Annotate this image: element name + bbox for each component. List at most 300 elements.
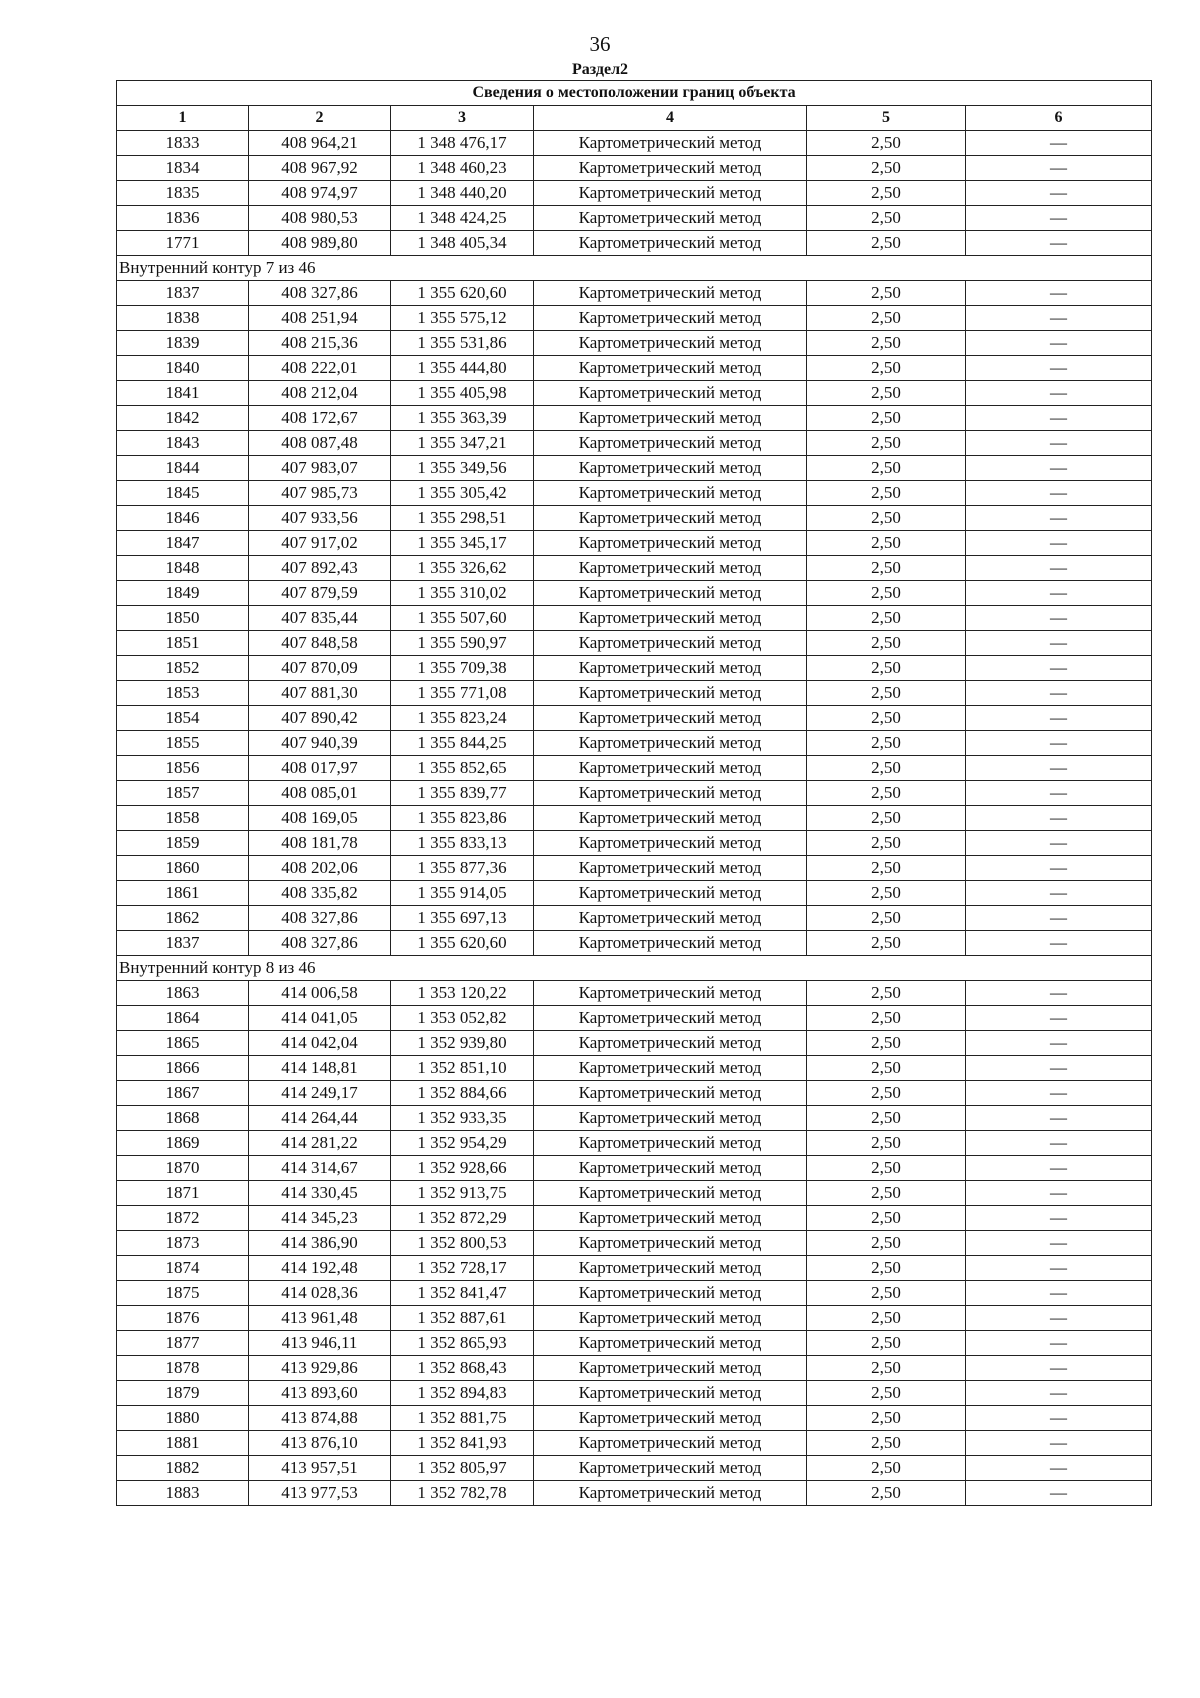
- accuracy-cell: 2,50: [807, 481, 966, 506]
- method-cell: Картометрический метод: [534, 456, 807, 481]
- accuracy-cell: 2,50: [807, 931, 966, 956]
- point-number-cell: 1873: [117, 1231, 249, 1256]
- coordinate-y-cell: 1 355 347,21: [391, 431, 534, 456]
- accuracy-cell: 2,50: [807, 1456, 966, 1481]
- method-cell: Картометрический метод: [534, 1256, 807, 1281]
- note-cell: —: [966, 1331, 1152, 1356]
- note-cell: —: [966, 1431, 1152, 1456]
- point-number-cell: 1771: [117, 231, 249, 256]
- point-number-cell: 1879: [117, 1381, 249, 1406]
- point-number-cell: 1877: [117, 1331, 249, 1356]
- method-cell: Картометрический метод: [534, 1131, 807, 1156]
- coordinate-x-cell: 408 172,67: [249, 406, 391, 431]
- coordinate-y-cell: 1 352 841,47: [391, 1281, 534, 1306]
- accuracy-cell: 2,50: [807, 356, 966, 381]
- accuracy-cell: 2,50: [807, 281, 966, 306]
- table-row: [117, 1031, 1152, 1056]
- note-cell: —: [966, 806, 1152, 831]
- method-cell: Картометрический метод: [534, 681, 807, 706]
- coordinate-x-cell: 408 251,94: [249, 306, 391, 331]
- coordinate-y-cell: 1 352 841,93: [391, 1431, 534, 1456]
- coordinate-y-cell: 1 352 894,83: [391, 1381, 534, 1406]
- coordinate-x-cell: 407 879,59: [249, 581, 391, 606]
- note-cell: —: [966, 556, 1152, 581]
- coordinate-y-cell: 1 352 933,35: [391, 1106, 534, 1131]
- coordinate-y-cell: 1 355 620,60: [391, 931, 534, 956]
- coordinate-x-cell: 407 892,43: [249, 556, 391, 581]
- note-cell: —: [966, 1381, 1152, 1406]
- table-row: [117, 781, 1152, 806]
- accuracy-cell: 2,50: [807, 1356, 966, 1381]
- coordinate-y-cell: 1 355 914,05: [391, 881, 534, 906]
- method-cell: Картометрический метод: [534, 1206, 807, 1231]
- method-cell: Картометрический метод: [534, 231, 807, 256]
- point-number-cell: 1851: [117, 631, 249, 656]
- note-cell: —: [966, 1156, 1152, 1181]
- method-cell: Картометрический метод: [534, 506, 807, 531]
- coordinate-x-cell: 408 215,36: [249, 331, 391, 356]
- method-cell: Картометрический метод: [534, 131, 807, 156]
- coordinate-x-cell: 408 327,86: [249, 281, 391, 306]
- table-row: [117, 506, 1152, 531]
- contour-label: Внутренний контур 8 из 46: [117, 956, 1152, 981]
- note-cell: —: [966, 381, 1152, 406]
- method-cell: Картометрический метод: [534, 156, 807, 181]
- accuracy-cell: 2,50: [807, 156, 966, 181]
- table-row: [117, 1331, 1152, 1356]
- point-number-cell: 1872: [117, 1206, 249, 1231]
- method-cell: Картометрический метод: [534, 1406, 807, 1431]
- contour-label: Внутренний контур 7 из 46: [117, 256, 1152, 281]
- table-row: [117, 1206, 1152, 1231]
- coordinate-y-cell: 1 348 460,23: [391, 156, 534, 181]
- point-number-cell: 1866: [117, 1056, 249, 1081]
- point-number-cell: 1844: [117, 456, 249, 481]
- method-cell: Картометрический метод: [534, 756, 807, 781]
- point-number-cell: 1841: [117, 381, 249, 406]
- accuracy-cell: 2,50: [807, 981, 966, 1006]
- table-row: [117, 906, 1152, 931]
- table-row: [117, 931, 1152, 956]
- method-cell: Картометрический метод: [534, 806, 807, 831]
- accuracy-cell: 2,50: [807, 1106, 966, 1131]
- accuracy-cell: 2,50: [807, 681, 966, 706]
- note-cell: —: [966, 981, 1152, 1006]
- table-row: [117, 1131, 1152, 1156]
- coordinate-x-cell: 407 917,02: [249, 531, 391, 556]
- coordinate-x-cell: 407 985,73: [249, 481, 391, 506]
- coordinate-y-cell: 1 355 823,86: [391, 806, 534, 831]
- coordinate-y-cell: 1 355 298,51: [391, 506, 534, 531]
- table-row: [117, 1281, 1152, 1306]
- note-cell: —: [966, 331, 1152, 356]
- coordinate-x-cell: 407 848,58: [249, 631, 391, 656]
- method-cell: Картометрический метод: [534, 356, 807, 381]
- accuracy-cell: 2,50: [807, 131, 966, 156]
- point-number-cell: 1854: [117, 706, 249, 731]
- method-cell: Картометрический метод: [534, 1431, 807, 1456]
- table-row: [117, 1006, 1152, 1031]
- point-number-cell: 1833: [117, 131, 249, 156]
- coordinate-x-cell: 408 202,06: [249, 856, 391, 881]
- point-number-cell: 1856: [117, 756, 249, 781]
- accuracy-cell: 2,50: [807, 606, 966, 631]
- column-number-header: 2: [249, 106, 391, 131]
- method-cell: Картометрический метод: [534, 631, 807, 656]
- coordinate-y-cell: 1 355 444,80: [391, 356, 534, 381]
- point-number-cell: 1875: [117, 1281, 249, 1306]
- point-number-cell: 1861: [117, 881, 249, 906]
- method-cell: Картометрический метод: [534, 406, 807, 431]
- note-cell: —: [966, 1106, 1152, 1131]
- method-cell: Картометрический метод: [534, 1231, 807, 1256]
- coordinate-y-cell: 1 355 590,97: [391, 631, 534, 656]
- method-cell: Картометрический метод: [534, 1156, 807, 1181]
- coordinate-y-cell: 1 355 575,12: [391, 306, 534, 331]
- coordinate-y-cell: 1 348 440,20: [391, 181, 534, 206]
- coordinate-y-cell: 1 355 833,13: [391, 831, 534, 856]
- method-cell: Картометрический метод: [534, 1481, 807, 1506]
- contour-heading-row: [117, 256, 1152, 281]
- point-number-cell: 1859: [117, 831, 249, 856]
- accuracy-cell: 2,50: [807, 1306, 966, 1331]
- coordinate-y-cell: 1 355 844,25: [391, 731, 534, 756]
- coordinate-y-cell: 1 348 476,17: [391, 131, 534, 156]
- table-row: [117, 131, 1152, 156]
- point-number-cell: 1871: [117, 1181, 249, 1206]
- coordinate-x-cell: 413 874,88: [249, 1406, 391, 1431]
- point-number-cell: 1862: [117, 906, 249, 931]
- accuracy-cell: 2,50: [807, 1206, 966, 1231]
- note-cell: —: [966, 756, 1152, 781]
- table-row: [117, 731, 1152, 756]
- coordinate-x-cell: 407 870,09: [249, 656, 391, 681]
- coordinate-x-cell: 408 980,53: [249, 206, 391, 231]
- accuracy-cell: 2,50: [807, 1156, 966, 1181]
- note-cell: —: [966, 1481, 1152, 1506]
- coordinate-x-cell: 408 974,97: [249, 181, 391, 206]
- table-row: [117, 1481, 1152, 1506]
- coordinate-x-cell: 407 881,30: [249, 681, 391, 706]
- point-number-cell: 1867: [117, 1081, 249, 1106]
- method-cell: Картометрический метод: [534, 781, 807, 806]
- accuracy-cell: 2,50: [807, 1081, 966, 1106]
- coordinate-x-cell: 408 169,05: [249, 806, 391, 831]
- point-number-cell: 1838: [117, 306, 249, 331]
- coordinate-y-cell: 1 355 405,98: [391, 381, 534, 406]
- table-row: [117, 331, 1152, 356]
- point-number-cell: 1878: [117, 1356, 249, 1381]
- accuracy-cell: 2,50: [807, 1481, 966, 1506]
- accuracy-cell: 2,50: [807, 1031, 966, 1056]
- coordinate-y-cell: 1 355 305,42: [391, 481, 534, 506]
- table-row: [117, 856, 1152, 881]
- accuracy-cell: 2,50: [807, 381, 966, 406]
- table-row: [117, 1456, 1152, 1481]
- table-row: [117, 881, 1152, 906]
- table-row: [117, 206, 1152, 231]
- coordinate-y-cell: 1 348 424,25: [391, 206, 534, 231]
- column-number-header: 6: [966, 106, 1152, 131]
- coordinate-x-cell: 407 983,07: [249, 456, 391, 481]
- coordinate-y-cell: 1 353 120,22: [391, 981, 534, 1006]
- method-cell: Картометрический метод: [534, 556, 807, 581]
- coordinate-y-cell: 1 355 709,38: [391, 656, 534, 681]
- table-row: [117, 681, 1152, 706]
- accuracy-cell: 2,50: [807, 631, 966, 656]
- point-number-cell: 1876: [117, 1306, 249, 1331]
- note-cell: —: [966, 306, 1152, 331]
- accuracy-cell: 2,50: [807, 881, 966, 906]
- coordinate-y-cell: 1 352 928,66: [391, 1156, 534, 1181]
- accuracy-cell: 2,50: [807, 1281, 966, 1306]
- table-row: [117, 606, 1152, 631]
- coordinate-y-cell: 1 355 507,60: [391, 606, 534, 631]
- coordinate-x-cell: 414 249,17: [249, 1081, 391, 1106]
- coordinate-y-cell: 1 352 805,97: [391, 1456, 534, 1481]
- table-row: [117, 156, 1152, 181]
- point-number-cell: 1849: [117, 581, 249, 606]
- coordinate-y-cell: 1 352 865,93: [391, 1331, 534, 1356]
- note-cell: —: [966, 906, 1152, 931]
- coordinate-x-cell: 414 042,04: [249, 1031, 391, 1056]
- point-number-cell: 1840: [117, 356, 249, 381]
- coordinate-y-cell: 1 353 052,82: [391, 1006, 534, 1031]
- coordinate-y-cell: 1 355 620,60: [391, 281, 534, 306]
- method-cell: Картометрический метод: [534, 1331, 807, 1356]
- note-cell: —: [966, 606, 1152, 631]
- note-cell: —: [966, 206, 1152, 231]
- accuracy-cell: 2,50: [807, 181, 966, 206]
- point-number-cell: 1865: [117, 1031, 249, 1056]
- note-cell: —: [966, 731, 1152, 756]
- coordinate-x-cell: 414 281,22: [249, 1131, 391, 1156]
- note-cell: —: [966, 581, 1152, 606]
- table-row: [117, 181, 1152, 206]
- accuracy-cell: 2,50: [807, 531, 966, 556]
- coordinate-x-cell: 414 264,44: [249, 1106, 391, 1131]
- accuracy-cell: 2,50: [807, 1406, 966, 1431]
- note-cell: —: [966, 1456, 1152, 1481]
- point-number-cell: 1870: [117, 1156, 249, 1181]
- coordinate-x-cell: 414 345,23: [249, 1206, 391, 1231]
- table-row: [117, 381, 1152, 406]
- accuracy-cell: 2,50: [807, 856, 966, 881]
- coordinate-x-cell: 414 192,48: [249, 1256, 391, 1281]
- table-row: [117, 231, 1152, 256]
- coordinate-x-cell: 414 386,90: [249, 1231, 391, 1256]
- note-cell: —: [966, 1131, 1152, 1156]
- method-cell: Картометрический метод: [534, 656, 807, 681]
- table-caption: Сведения о местоположении границ объекта: [117, 81, 1152, 106]
- note-cell: —: [966, 531, 1152, 556]
- coordinate-x-cell: 408 085,01: [249, 781, 391, 806]
- method-cell: Картометрический метод: [534, 431, 807, 456]
- coordinate-x-cell: 408 087,48: [249, 431, 391, 456]
- table-row: [117, 406, 1152, 431]
- table-row: [117, 1056, 1152, 1081]
- table-row: [117, 1406, 1152, 1431]
- table-row: [117, 1181, 1152, 1206]
- point-number-cell: 1882: [117, 1456, 249, 1481]
- method-cell: Картометрический метод: [534, 381, 807, 406]
- coordinate-x-cell: 413 876,10: [249, 1431, 391, 1456]
- method-cell: Картометрический метод: [534, 831, 807, 856]
- method-cell: Картометрический метод: [534, 706, 807, 731]
- point-number-cell: 1855: [117, 731, 249, 756]
- note-cell: —: [966, 656, 1152, 681]
- point-number-cell: 1848: [117, 556, 249, 581]
- accuracy-cell: 2,50: [807, 1431, 966, 1456]
- table-row: [117, 1381, 1152, 1406]
- coordinate-x-cell: 413 929,86: [249, 1356, 391, 1381]
- accuracy-cell: 2,50: [807, 456, 966, 481]
- coordinate-y-cell: 1 352 728,17: [391, 1256, 534, 1281]
- method-cell: Картометрический метод: [534, 1081, 807, 1106]
- column-number-header: 5: [807, 106, 966, 131]
- note-cell: —: [966, 356, 1152, 381]
- table-row: [117, 806, 1152, 831]
- coordinate-x-cell: 414 041,05: [249, 1006, 391, 1031]
- table-row: [117, 1231, 1152, 1256]
- coordinate-x-cell: 407 890,42: [249, 706, 391, 731]
- method-cell: Картометрический метод: [534, 906, 807, 931]
- coordinate-x-cell: 414 028,36: [249, 1281, 391, 1306]
- table-row: [117, 356, 1152, 381]
- note-cell: —: [966, 706, 1152, 731]
- table-row: [117, 581, 1152, 606]
- coordinate-x-cell: 413 893,60: [249, 1381, 391, 1406]
- note-cell: —: [966, 131, 1152, 156]
- coordinate-x-cell: 407 835,44: [249, 606, 391, 631]
- accuracy-cell: 2,50: [807, 1331, 966, 1356]
- note-cell: —: [966, 156, 1152, 181]
- table-row: [117, 831, 1152, 856]
- method-cell: Картометрический метод: [534, 206, 807, 231]
- coordinate-x-cell: 408 967,92: [249, 156, 391, 181]
- note-cell: —: [966, 181, 1152, 206]
- coordinate-y-cell: 1 352 868,43: [391, 1356, 534, 1381]
- accuracy-cell: 2,50: [807, 756, 966, 781]
- coordinate-y-cell: 1 355 326,62: [391, 556, 534, 581]
- coordinate-x-cell: 413 957,51: [249, 1456, 391, 1481]
- note-cell: —: [966, 1306, 1152, 1331]
- note-cell: —: [966, 856, 1152, 881]
- table-row: [117, 531, 1152, 556]
- boundary-coordinates-table: [116, 80, 1152, 1506]
- note-cell: —: [966, 1181, 1152, 1206]
- method-cell: Картометрический метод: [534, 181, 807, 206]
- coordinate-y-cell: 1 355 349,56: [391, 456, 534, 481]
- note-cell: —: [966, 456, 1152, 481]
- method-cell: Картометрический метод: [534, 1356, 807, 1381]
- point-number-cell: 1863: [117, 981, 249, 1006]
- point-number-cell: 1847: [117, 531, 249, 556]
- table-body: [117, 131, 1152, 1506]
- section-title: Раздел2: [571, 61, 629, 78]
- note-cell: —: [966, 831, 1152, 856]
- point-number-cell: 1835: [117, 181, 249, 206]
- coordinate-y-cell: 1 348 405,34: [391, 231, 534, 256]
- coordinate-x-cell: 413 961,48: [249, 1306, 391, 1331]
- table-row: [117, 281, 1152, 306]
- note-cell: —: [966, 481, 1152, 506]
- accuracy-cell: 2,50: [807, 431, 966, 456]
- coordinate-x-cell: 414 314,67: [249, 1156, 391, 1181]
- table-row: [117, 456, 1152, 481]
- coordinate-y-cell: 1 355 852,65: [391, 756, 534, 781]
- method-cell: Картометрический метод: [534, 731, 807, 756]
- page-number: 36: [589, 32, 611, 56]
- coordinate-x-cell: 407 933,56: [249, 506, 391, 531]
- note-cell: —: [966, 681, 1152, 706]
- coordinate-x-cell: 413 977,53: [249, 1481, 391, 1506]
- accuracy-cell: 2,50: [807, 306, 966, 331]
- note-cell: —: [966, 1031, 1152, 1056]
- coordinate-x-cell: 408 335,82: [249, 881, 391, 906]
- accuracy-cell: 2,50: [807, 1131, 966, 1156]
- point-number-cell: 1869: [117, 1131, 249, 1156]
- method-cell: Картометрический метод: [534, 1456, 807, 1481]
- coordinate-x-cell: 414 148,81: [249, 1056, 391, 1081]
- coordinate-x-cell: 414 006,58: [249, 981, 391, 1006]
- table-row: [117, 1106, 1152, 1131]
- method-cell: Картометрический метод: [534, 1181, 807, 1206]
- point-number-cell: 1874: [117, 1256, 249, 1281]
- point-number-cell: 1850: [117, 606, 249, 631]
- coordinate-y-cell: 1 355 345,17: [391, 531, 534, 556]
- method-cell: Картометрический метод: [534, 1031, 807, 1056]
- point-number-cell: 1868: [117, 1106, 249, 1131]
- point-number-cell: 1842: [117, 406, 249, 431]
- method-cell: Картометрический метод: [534, 881, 807, 906]
- method-cell: Картометрический метод: [534, 931, 807, 956]
- coordinate-x-cell: 408 181,78: [249, 831, 391, 856]
- coordinate-y-cell: 1 352 782,78: [391, 1481, 534, 1506]
- note-cell: —: [966, 1281, 1152, 1306]
- table-row: [117, 706, 1152, 731]
- accuracy-cell: 2,50: [807, 556, 966, 581]
- coordinate-y-cell: 1 352 884,66: [391, 1081, 534, 1106]
- accuracy-cell: 2,50: [807, 656, 966, 681]
- coordinate-x-cell: 408 017,97: [249, 756, 391, 781]
- coordinate-y-cell: 1 352 887,61: [391, 1306, 534, 1331]
- table-row: [117, 1081, 1152, 1106]
- note-cell: —: [966, 506, 1152, 531]
- note-cell: —: [966, 1206, 1152, 1231]
- table-row: [117, 1256, 1152, 1281]
- table-row: [117, 431, 1152, 456]
- point-number-cell: 1845: [117, 481, 249, 506]
- coordinate-x-cell: 414 330,45: [249, 1181, 391, 1206]
- note-cell: —: [966, 1006, 1152, 1031]
- column-number-header: 4: [534, 106, 807, 131]
- note-cell: —: [966, 631, 1152, 656]
- coordinate-y-cell: 1 352 881,75: [391, 1406, 534, 1431]
- accuracy-cell: 2,50: [807, 1056, 966, 1081]
- method-cell: Картометрический метод: [534, 531, 807, 556]
- table-row: [117, 1431, 1152, 1456]
- accuracy-cell: 2,50: [807, 406, 966, 431]
- accuracy-cell: 2,50: [807, 506, 966, 531]
- method-cell: Картометрический метод: [534, 306, 807, 331]
- point-number-cell: 1839: [117, 331, 249, 356]
- coordinate-y-cell: 1 355 310,02: [391, 581, 534, 606]
- method-cell: Картометрический метод: [534, 856, 807, 881]
- point-number-cell: 1837: [117, 281, 249, 306]
- note-cell: —: [966, 881, 1152, 906]
- coordinate-y-cell: 1 352 939,80: [391, 1031, 534, 1056]
